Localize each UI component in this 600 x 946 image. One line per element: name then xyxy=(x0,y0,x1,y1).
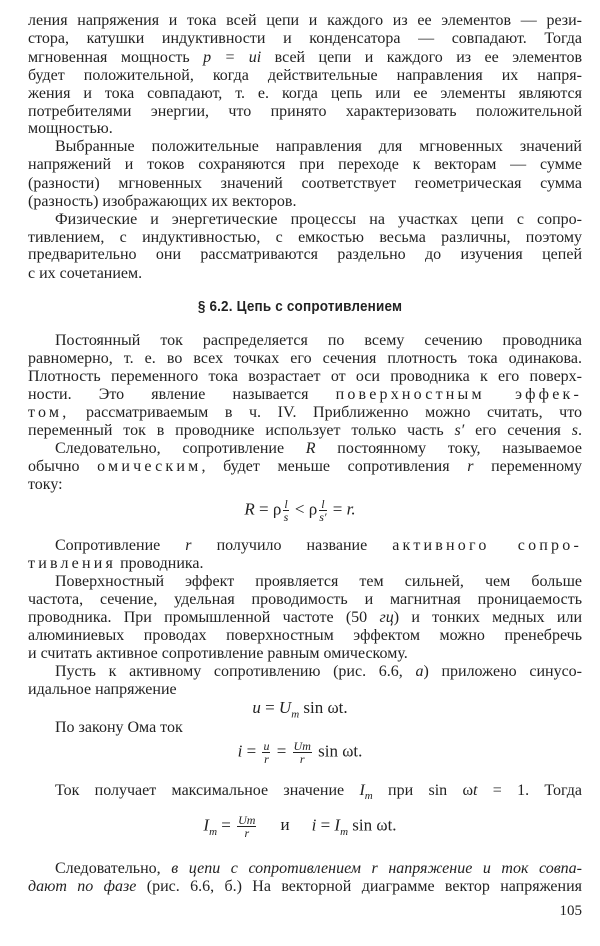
text-line xyxy=(28,877,582,896)
fraction xyxy=(293,740,312,765)
text-run: постоянному току, называемое xyxy=(315,440,582,457)
math-symbol: гц xyxy=(379,609,394,626)
text-run: , будет меньше сопротивления xyxy=(201,458,468,475)
denominator: r xyxy=(244,826,250,840)
text-run: проводника. При промышленной частоте (50 xyxy=(28,609,380,626)
text-run: при sin ω xyxy=(372,782,473,799)
text-run: предварительно они рассматриваются раздельно до изучения цепей xyxy=(28,246,582,263)
text-line xyxy=(28,48,582,67)
text-line xyxy=(55,859,582,878)
formula-term: I xyxy=(203,815,210,835)
text-run: получило название xyxy=(191,537,393,554)
text-run: его сечения xyxy=(464,422,572,439)
text-line xyxy=(55,572,582,591)
text-run: алюминиевых проводах поверхностным эффектом можно пренебречь xyxy=(28,627,582,644)
text-line xyxy=(28,608,582,627)
text-run: тивлением, с индуктивностью, с емкостью весьма различны, поэтому xyxy=(28,229,582,246)
text-run: с их сочетанием. xyxy=(28,265,143,282)
text-run: Ток получает максимальное значение xyxy=(55,782,360,799)
text-run: переменному xyxy=(473,458,582,475)
formula-subscript: m xyxy=(291,708,300,721)
math-symbol: s xyxy=(571,422,579,439)
text-run: всей цепи и каждого из ее элементов xyxy=(261,49,582,66)
emphasized-term: тивления xyxy=(28,555,117,572)
text-run: (разности) мгновенных значений соответствует геометрическая сумма xyxy=(28,175,582,192)
text-run: и считать активное сопротивление равным омическому. xyxy=(28,645,408,662)
text-line xyxy=(28,590,582,609)
text-run: ) приложено синусо- xyxy=(423,663,582,680)
formula-term: = xyxy=(272,741,291,761)
text-run: рассматриваемым в ч. IV. Приближенно можно считать, что xyxy=(69,404,582,421)
math-symbol: I xyxy=(359,782,365,799)
emphasized-term: омическим xyxy=(97,458,202,475)
text-run: будет положительной, когда действительные направления их напря- xyxy=(28,67,582,84)
text-run: Следовательно, xyxy=(55,860,172,877)
text-line xyxy=(28,174,582,193)
formula-term: sin ωt. xyxy=(299,698,348,717)
text-run: Физические и энергетические процессы на участках цепи с сопро- xyxy=(55,211,582,228)
text-line xyxy=(28,403,582,422)
page-number: 105 xyxy=(559,903,582,919)
text-run: ности. Это явление называется xyxy=(28,386,336,403)
math-symbol: r xyxy=(185,537,192,554)
formula-term: i xyxy=(311,815,317,835)
numerator: l xyxy=(284,497,288,511)
math-symbol: а xyxy=(415,663,424,680)
emphasized-term: том, xyxy=(28,404,70,421)
numerator: Um xyxy=(293,739,311,753)
formula-subscript: m xyxy=(340,825,349,838)
text-line xyxy=(28,155,582,174)
text-run: Сопротивление xyxy=(55,537,186,554)
formula-conjunction: и xyxy=(280,815,290,835)
text-line xyxy=(28,349,582,368)
formula-term: R xyxy=(244,499,255,519)
math-symbol: R xyxy=(305,440,316,457)
fraction xyxy=(319,498,326,523)
formula-term: i xyxy=(237,741,243,761)
formula-ohm-law xyxy=(0,740,600,765)
text-line xyxy=(55,662,582,681)
text-line xyxy=(28,119,582,138)
formula-term: sin ωt. xyxy=(348,815,397,835)
text-run: ления напряжения и тока всей цепи и каждого из ее элементов — рези- xyxy=(28,12,582,29)
formula-term: I xyxy=(334,815,341,835)
text-line xyxy=(28,554,582,573)
text-line xyxy=(28,680,582,699)
formula-term: u xyxy=(252,698,261,717)
text-run: Плотность переменного тока возрастает от оси проводника к его поверх- xyxy=(28,368,582,385)
text-run: току: xyxy=(28,476,63,493)
text-line xyxy=(55,331,582,350)
text-line xyxy=(28,644,582,663)
formula-term: = xyxy=(316,815,335,835)
formula-resistance xyxy=(0,498,600,523)
text-run: напряжений и токов сохраняются при переходе к векторам — сумме xyxy=(28,156,582,173)
formula-subscript: m xyxy=(209,825,218,838)
text-line xyxy=(28,367,582,386)
text-run: Постоянный ток распределяется по всему сечению проводника xyxy=(55,332,582,349)
math-symbol: m xyxy=(364,790,373,800)
math-symbol: p = ui xyxy=(203,49,262,66)
text-run: (разность) изображающих их векторов. xyxy=(28,193,297,210)
text-run: (рис. 6.6, б.) На векторной диаграмме вектор напряжения xyxy=(136,878,582,895)
denominator: s′ xyxy=(319,510,327,524)
fraction xyxy=(237,814,256,839)
numerator: Um xyxy=(238,813,256,827)
math-symbol: дают по фазе xyxy=(28,878,137,895)
text-line xyxy=(28,421,582,440)
text-line xyxy=(28,11,582,30)
math-symbol: t xyxy=(473,782,478,799)
text-line xyxy=(28,264,582,283)
text-line xyxy=(28,66,582,85)
text-line xyxy=(28,475,582,494)
numerator: l xyxy=(321,497,325,511)
math-symbol: s′ xyxy=(454,422,465,439)
denominator: r xyxy=(264,752,269,766)
math-symbol: в цепи с сопротивлением r напряжение и ток совпа- xyxy=(171,860,582,877)
formula-voltage xyxy=(0,698,600,720)
formula-term: sin ωt. xyxy=(313,741,363,761)
text-run: Пусть к активному сопротивлению (рис. 6.6, xyxy=(55,663,416,680)
formula-term: = xyxy=(217,815,236,835)
math-symbol: r xyxy=(467,458,474,475)
emphasized-term: поверхностным эффек- xyxy=(335,386,582,403)
text-line xyxy=(55,718,582,737)
text-line xyxy=(28,192,582,211)
text-line xyxy=(28,385,582,404)
text-run: По закону Ома ток xyxy=(55,719,183,736)
text-run: = 1. Тогда xyxy=(477,782,582,799)
formula-max-current xyxy=(0,814,600,839)
formula-term: U xyxy=(278,698,292,717)
numerator: u xyxy=(263,739,270,753)
text-run: . xyxy=(578,422,582,439)
formula-term: < ρ xyxy=(290,499,318,519)
text-run: ) и тонких медных или xyxy=(393,609,582,626)
emphasized-term: активного сопро- xyxy=(392,537,582,554)
text-run: проводника. xyxy=(116,555,204,572)
text-run: Следовательно, сопротивление xyxy=(55,440,306,457)
text-run: мощностью. xyxy=(28,120,113,137)
text-run: мгновенная мощность xyxy=(28,49,204,66)
text-line xyxy=(55,781,582,800)
text-run: обычно xyxy=(28,458,98,475)
formula-term: = xyxy=(328,499,347,519)
text-run: стора, катушки индуктивности и конденсатора — совпадают. Тогда xyxy=(28,30,582,47)
text-line xyxy=(28,245,582,264)
text-run: потребителями энергии, что принято характеризовать положительной xyxy=(28,103,582,120)
denominator: s xyxy=(283,510,289,524)
text-line xyxy=(28,626,582,645)
text-line xyxy=(55,439,582,458)
text-line xyxy=(55,536,582,555)
fraction xyxy=(262,740,270,765)
text-line xyxy=(28,84,582,103)
text-run: идальное напряжение xyxy=(28,681,177,698)
section-heading: § 6.2. Цепь с сопротивлением xyxy=(197,298,403,315)
text-run: переменный ток в проводнике использует только часть xyxy=(28,422,455,439)
formula-term: r. xyxy=(346,499,356,519)
formula-term: = xyxy=(242,741,261,761)
text-line xyxy=(55,137,582,156)
formula-term: = ρ xyxy=(254,499,282,519)
text-run: Поверхностный эффект проявляется тем сильней, чем больше xyxy=(55,573,582,590)
text-line xyxy=(55,210,582,229)
text-run: частота, сечение, удельная проводимость и магнитная проницаемость xyxy=(28,591,582,608)
text-run: жения и тока совпадают, т. е. когда цепь или ее элементы являются xyxy=(28,85,582,102)
text-run: Выбранные положительные направления для мгновенных значений xyxy=(55,138,582,155)
formula-term: = xyxy=(260,698,279,717)
fraction xyxy=(283,498,288,523)
denominator: r xyxy=(299,752,305,766)
text-line xyxy=(28,457,582,476)
text-line xyxy=(28,29,582,48)
text-run: равномерно, т. е. во всех точках его сечения плотность тока одинакова. xyxy=(28,350,582,367)
